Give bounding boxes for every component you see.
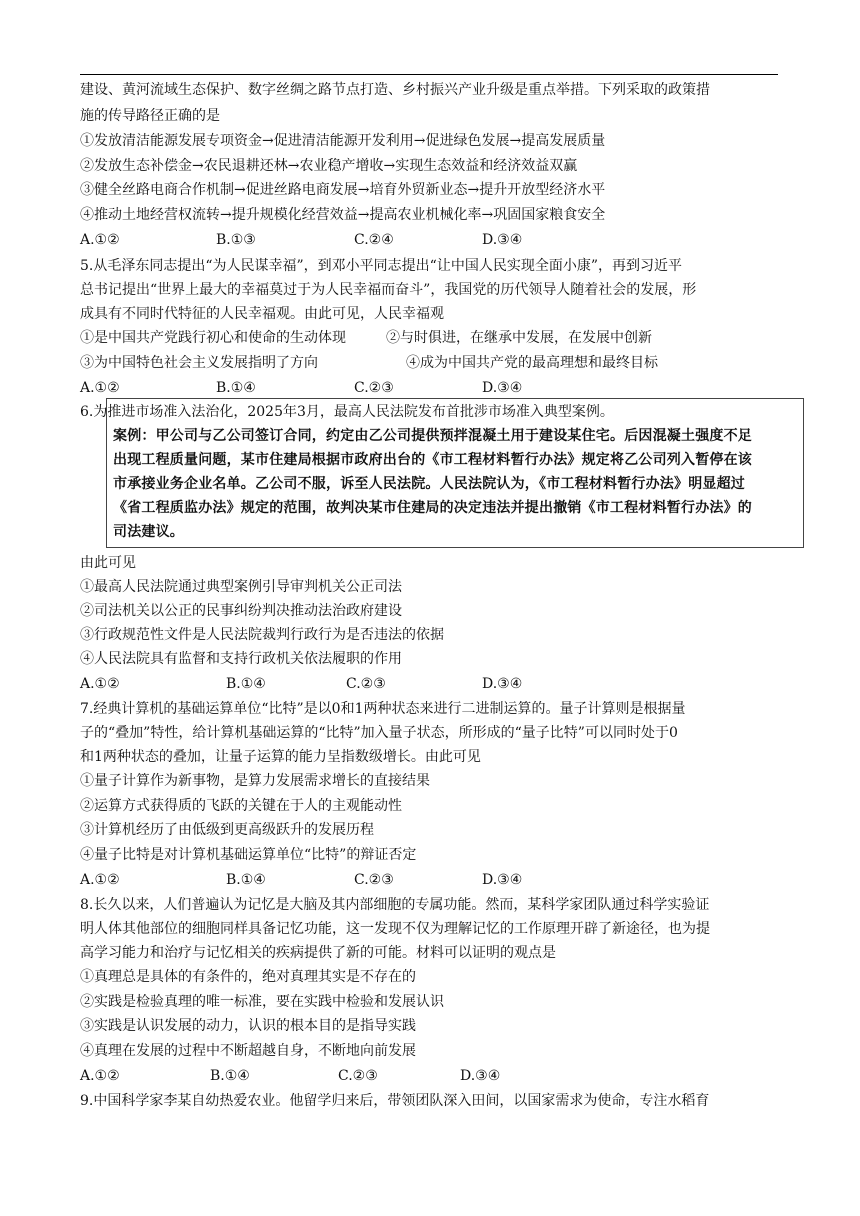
q8-item-4: ④真理在发展的过程中不断超越自身，不断地向前发展 bbox=[80, 1043, 416, 1059]
q9-stem-line-1: 9.中国科学家李某自幼热爱农业。他留学归来后，带领团队深入田间，以国家需求为使命，专注水稻育 bbox=[80, 1093, 710, 1109]
q7-item-3: ③计算机经历了由低级到更高级跃升的发展历程 bbox=[80, 822, 374, 838]
q5-item-2: ②与时俱进，在继承中发展，在发展中创新 bbox=[386, 330, 652, 346]
q6-lead: 由此可见 bbox=[80, 555, 136, 571]
q8-option-c[interactable]: C.②③ bbox=[338, 1068, 378, 1084]
q4-item-2: ②发放生态补偿金→农民退耕还林→农业稳产增收→实现生态效益和经济效益双赢 bbox=[80, 158, 578, 174]
q6-option-d[interactable]: D.③④ bbox=[482, 676, 523, 692]
q8-item-1: ①真理总是具体的有条件的，绝对真理其实是不存在的 bbox=[80, 969, 416, 985]
q6-option-a[interactable]: A.①② bbox=[80, 676, 120, 692]
q4-item-1: ①发放清洁能源发展专项资金→促进清洁能源开发利用→促进绿色发展→提高发展质量 bbox=[80, 133, 606, 149]
q7-option-c[interactable]: C.②③ bbox=[354, 872, 394, 888]
q6-stem: 6.为推进市场准入法治化，2025年3月，最高人民法院发布首批涉市场准入典型案例。 bbox=[80, 404, 614, 420]
q5-item-3: ③为中国特色社会主义发展指明了方向 bbox=[80, 355, 318, 371]
q8-stem-line-1: 8.长久以来，人们普遍认为记忆是大脑及其内部细胞的专属功能。然而，某科学家团队通过科学实验证 bbox=[80, 897, 710, 913]
q7-option-a[interactable]: A.①② bbox=[80, 872, 120, 888]
q7-stem-line-2: 子的“叠加”特性，给计算机基础运算的“比特”加入量子状态，所形成的“量子比特”可以同时处于0 bbox=[80, 725, 678, 741]
q4-item-4: ④推动土地经营权流转→提升规模化经营效益→提高农业机械化率→巩固国家粮食安全 bbox=[80, 207, 606, 223]
q5-item-4: ④成为中国共产党的最高理想和最终目标 bbox=[406, 355, 658, 371]
q7-stem-line-1: 7.经典计算机的基础运算单位“比特”是以0和1两种状态来进行二进制运算的。量子计算则是根据量 bbox=[80, 701, 686, 717]
q5-option-c[interactable]: C.②③ bbox=[354, 380, 394, 396]
q5-option-b[interactable]: B.①④ bbox=[216, 380, 256, 396]
q6-case-line-5: 司法建议。 bbox=[113, 524, 184, 540]
q7-option-d[interactable]: D.③④ bbox=[482, 872, 523, 888]
q6-case-line-2: 出现工程质量问题，某市住建局根据市政府出台的《市工程材料暂行办法》规定将乙公司列入暂停在该 bbox=[113, 452, 752, 468]
q8-option-a[interactable]: A.①② bbox=[80, 1068, 120, 1084]
q6-case-box bbox=[106, 398, 804, 548]
q4-option-c[interactable]: C.②④ bbox=[354, 232, 394, 248]
q7-stem-line-3: 和1两种状态的叠加，让量子运算的能力呈指数级增长。由此可见 bbox=[80, 749, 481, 765]
q6-item-1: ①最高人民法院通过典型案例引导审判机关公正司法 bbox=[80, 579, 402, 595]
q7-item-1: ①量子计算作为新事物，是算力发展需求增长的直接结果 bbox=[80, 773, 430, 789]
q8-option-b[interactable]: B.①④ bbox=[210, 1068, 250, 1084]
q5-item-1: ①是中国共产党践行初心和使命的生动体现 bbox=[80, 330, 346, 346]
q4-option-a[interactable]: A.①② bbox=[80, 232, 120, 248]
q5-option-d[interactable]: D.③④ bbox=[482, 380, 523, 396]
q6-option-c[interactable]: C.②③ bbox=[346, 676, 386, 692]
q4-option-b[interactable]: B.①③ bbox=[216, 232, 256, 248]
q5-stem-line-1: 5.从毛泽东同志提出“为人民谋幸福”，到邓小平同志提出“让中国人民实现全面小康”，再到习近平 bbox=[80, 258, 682, 274]
q6-option-b[interactable]: B.①④ bbox=[226, 676, 266, 692]
q6-case-line-4: 《省工程质监办法》规定的范围，故判决某市住建局的决定违法并提出撤销《市工程材料暂行办法》的 bbox=[113, 500, 752, 516]
header-rule bbox=[80, 74, 778, 75]
q4-stem-line-2: 施的传导路径正确的是 bbox=[80, 108, 220, 124]
q5-stem-line-2: 总书记提出“世界上最大的幸福莫过于为人民幸福而奋斗”，我国党的历代领导人随着社会的发展，形 bbox=[80, 282, 697, 298]
q6-item-3: ③行政规范性文件是人民法院裁判行政行为是否违法的依据 bbox=[80, 627, 444, 643]
q4-stem-line-1: 建设、黄河流域生态保护、数字丝绸之路节点打造、乡村振兴产业升级是重点举措。下列采取的政策措 bbox=[80, 82, 710, 98]
q6-item-2: ②司法机关以公正的民事纠纷判决推动法治政府建设 bbox=[80, 603, 402, 619]
q6-case-line-1: 案例：甲公司与乙公司签订合同，约定由乙公司提供预拌混凝土用于建设某住宅。后因混凝土强度不足 bbox=[113, 428, 752, 444]
q7-option-b[interactable]: B.①④ bbox=[226, 872, 266, 888]
q6-case-line-3: 市承接业务企业名单。乙公司不服，诉至人民法院。人民法院认为，《市工程材料暂行办法》明显超过 bbox=[113, 476, 745, 492]
q8-item-2: ②实践是检验真理的唯一标准，要在实践中检验和发展认识 bbox=[80, 994, 444, 1010]
q8-item-3: ③实践是认识发展的动力，认识的根本目的是指导实践 bbox=[80, 1018, 416, 1034]
q4-option-d[interactable]: D.③④ bbox=[482, 232, 523, 248]
q8-stem-line-2: 明人体其他部位的细胞同样具备记忆功能，这一发现不仅为理解记忆的工作原理开辟了新途径，也为提 bbox=[80, 921, 710, 937]
q7-item-2: ②运算方式获得质的飞跃的关键在于人的主观能动性 bbox=[80, 798, 402, 814]
q7-item-4: ④量子比特是对计算机基础运算单位“比特”的辩证否定 bbox=[80, 847, 417, 863]
q8-stem-line-3: 高学习能力和治疗与记忆相关的疾病提供了新的可能。材料可以证明的观点是 bbox=[80, 945, 556, 961]
q5-stem-line-3: 成具有不同时代特征的人民幸福观。由此可见，人民幸福观 bbox=[80, 306, 444, 322]
q8-option-d[interactable]: D.③④ bbox=[460, 1068, 501, 1084]
q5-option-a[interactable]: A.①② bbox=[80, 380, 120, 396]
q6-item-4: ④人民法院具有监督和支持行政机关依法履职的作用 bbox=[80, 651, 402, 667]
q4-item-3: ③健全丝路电商合作机制→促进丝路电商发展→培育外贸新业态→提升开放型经济水平 bbox=[80, 182, 606, 198]
